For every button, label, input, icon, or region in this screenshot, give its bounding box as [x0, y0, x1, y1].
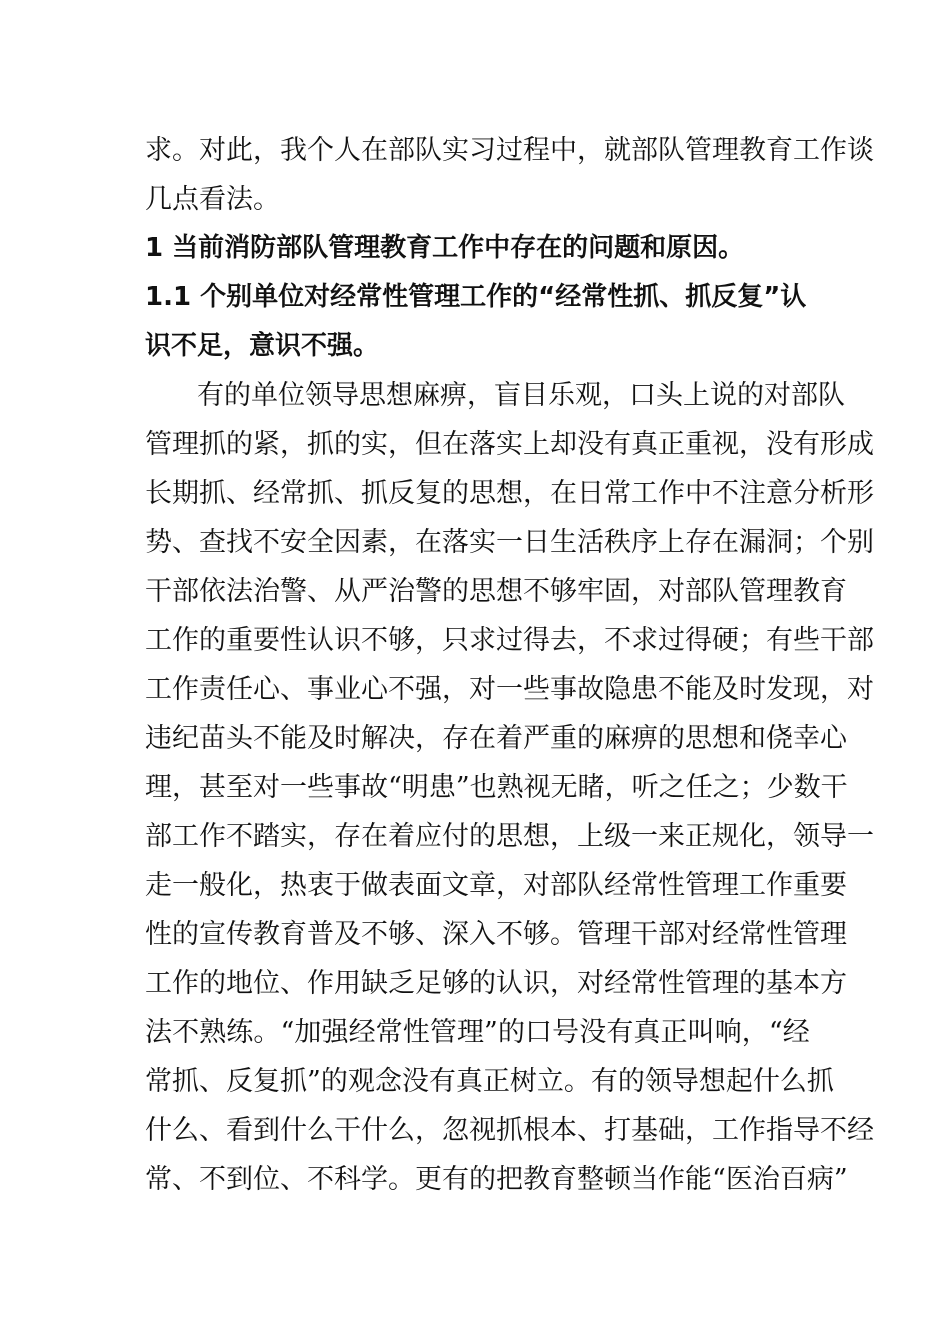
paragraph-line: 有 的 单 位 领 导 思 想 麻 痹 ， 盲 目 乐 观 ， 口 头 上 说 的 对 部 队 — [197, 380, 845, 411]
paragraph-line: 长 期 抓 、 经 常 抓 、 抓 反 复 的 思 想 ， 在 日 常 工 作 中 不 注 意 分 析 形 — [145, 478, 874, 509]
paragraph-line: 管 理 抓 的 紧 ， 抓 的 实 ， 但 在 落 实 上 却 没 有 真 正 重 视 ， 没 有 形 成 — [145, 429, 874, 460]
paragraph-line: 违 纪 苗 头 不 能 及 时 解 决 ， 存 在 着 严 重 的 麻 痹 的 思 想 和 侥 幸 心 — [145, 723, 847, 754]
paragraph-line: 部 工 作 不 踏 实 ， 存 在 着 应 付 的 思 想 ， 上 级 一 来 正 规 化 ， 领 导 一 — [145, 821, 874, 852]
paragraph-line: 性 的 宣 传 教 育 普 及 不 够 、 深 入 不 够 。 管 理 干 部 对 经 常 性 管 理 — [145, 919, 847, 950]
section-heading-line: 1 当前消防部队管理教育工作中存在的问题和原因。 — [145, 233, 745, 263]
paragraph-line: 求 。 对 此 ， 我 个 人 在 部 队 实 习 过 程 中 ， 就 部 队 管 理 教 育 工 作 谈 — [145, 135, 874, 166]
paragraph-line: 工 作 责 任 心 、 事 业 心 不 强 ， 对 一 些 事 故 隐 患 不 能 及 时 发 现 ， 对 — [145, 674, 874, 705]
document-body — [145, 126, 874, 1204]
paragraph-line: 什 么 、 看 到 什 么 干 什 么 ， 忽 视 抓 根 本 、 打 基 础 ， 工 作 指 导 不 经 — [145, 1115, 874, 1146]
paragraph-line: 法 不 熟 练 。 “ 加 强 经 常 性 管 理 ” 的 口 号 没 有 真 正 叫 响 ， “ 经 — [145, 1017, 810, 1048]
paragraph-line: 工 作 的 重 要 性 认 识 不 够 ， 只 求 过 得 去 ， 不 求 过 得 硬 ； 有 些 干 部 — [145, 625, 874, 656]
paragraph-line: 势 、 查 找 不 安 全 因 素 ， 在 落 实 一 日 生 活 秩 序 上 存 在 漏 洞 ； 个 别 — [145, 527, 874, 558]
paragraph-line: 干 部 依 法 治 警 、 从 严 治 警 的 思 想 不 够 牢 固 ， 对 部 队 管 理 教 育 — [145, 576, 847, 607]
paragraph-line: 常 抓 、 反 复 抓 ” 的 观 念 没 有 真 正 树 立 。 有 的 领 导 想 起 什 么 抓 — [145, 1066, 834, 1097]
paragraph-line: 理 ， 甚 至 对 一 些 事 故 “ 明 患 ” 也 熟 视 无 睹 ， 听 之 任 之 ； 少 数 干 — [145, 772, 848, 803]
paragraph-line: 工 作 的 地 位 、 作 用 缺 乏 足 够 的 认 识 ， 对 经 常 性 管 理 的 基 本 方 — [145, 968, 847, 999]
section-heading-line: 1.1 个别单位对经常性管理工作的“经常性抓、抓反复”认 — [145, 282, 807, 312]
section-heading-line: 识不足，意识不强。 — [145, 331, 380, 361]
paragraph-line: 几点看法。 — [145, 184, 280, 215]
paragraph-line: 常 、 不 到 位 、 不 科 学 。 更 有 的 把 教 育 整 顿 当 作 能 “ 医 治 百 病 ” — [145, 1164, 848, 1195]
paragraph-line: 走 一 般 化 ， 热 衷 于 做 表 面 文 章 ， 对 部 队 经 常 性 管 理 工 作 重 要 — [145, 870, 847, 901]
